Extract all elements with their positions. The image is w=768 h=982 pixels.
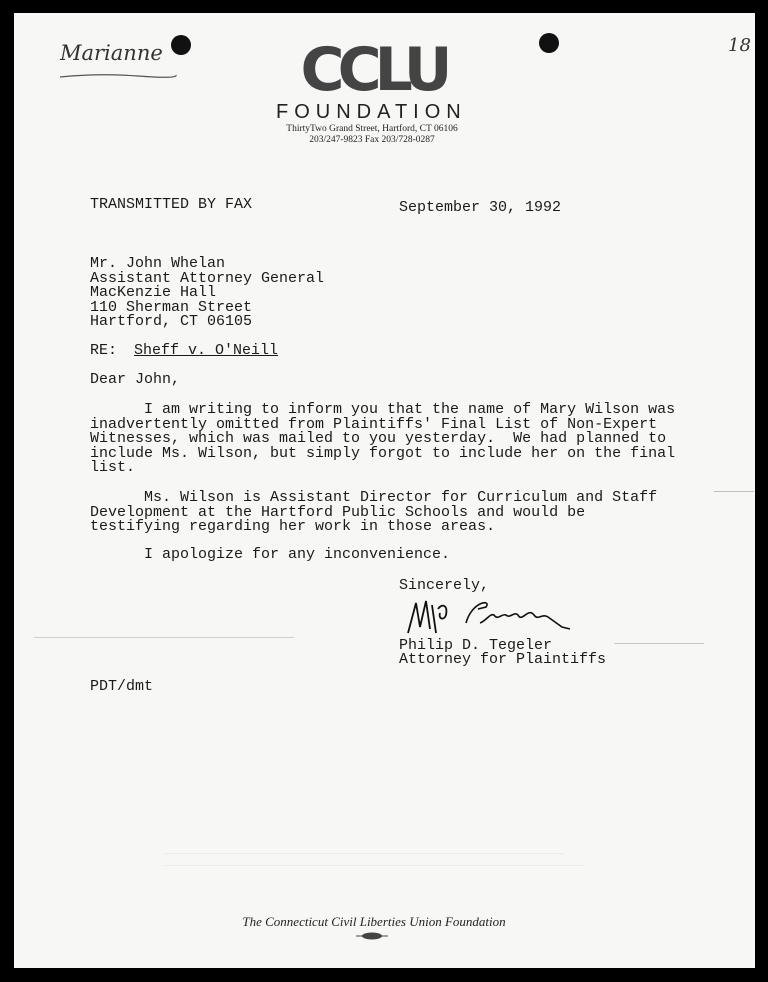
fax-artifact-line (714, 491, 754, 492)
typist-initials: PDT/dmt (90, 678, 154, 695)
union-bug-icon (354, 931, 390, 941)
re-subject: Sheff v. O'Neill (134, 342, 279, 359)
letter-page (14, 13, 755, 968)
letter-date: September 30, 1992 (399, 199, 562, 216)
body-paragraph-3: I apologize for any inconvenience. (90, 546, 451, 563)
recipient-building: MacKenzie Hall (90, 284, 217, 301)
letterhead-address: ThirtyTwo Grand Street, Hartford, CT 06106 (286, 124, 458, 134)
fax-artifact-line (34, 637, 294, 638)
signer-title: Attorney for Plaintiffs (399, 651, 607, 668)
body-paragraph-1: I am writing to inform you that the name of Mary Wilson was inadvertently omitted from Plaintiffs' Final List of Non-Expert Witnesses, which was mailed to you yesterday. We had planned to include Ms. Wilson, but simply forgot to include her on the final list. (90, 401, 676, 476)
recipient-name: Mr. John Whelan (90, 255, 226, 272)
signer-name: Philip D. Tegeler (399, 637, 553, 654)
footer-organization: The Connecticut Civil Liberties Union Foundation (242, 914, 506, 929)
valediction: Sincerely, (399, 577, 490, 594)
punch-hole-right (539, 33, 559, 53)
handwritten-underline (58, 71, 178, 81)
recipient-street: 110 Sherman Street (90, 299, 253, 316)
punch-hole-left (171, 35, 191, 55)
page-number-annotation: 18 (728, 35, 751, 56)
salutation: Dear John, (90, 371, 181, 388)
letterhead-phone-fax: 203/247-9823 Fax 203/728-0287 (309, 135, 435, 145)
handwritten-name: Marianne (60, 41, 163, 65)
transmission-note: TRANSMITTED BY FAX (90, 196, 253, 213)
re-label: RE: (90, 342, 118, 359)
fax-artifact-line (164, 865, 584, 866)
fax-artifact-line (164, 853, 564, 854)
letterhead-foundation: FOUNDATION (276, 101, 467, 123)
signature (402, 593, 577, 639)
recipient-city: Hartford, CT 06105 (90, 313, 253, 330)
body-paragraph-2: Ms. Wilson is Assistant Director for Curriculum and Staff Development at the Hartford Public Schools and would be testifying regarding her work in those areas. (90, 489, 658, 535)
recipient-title: Assistant Attorney General (90, 270, 325, 287)
fax-artifact-line (614, 643, 704, 644)
cclu-logo: CCLU (300, 35, 446, 105)
